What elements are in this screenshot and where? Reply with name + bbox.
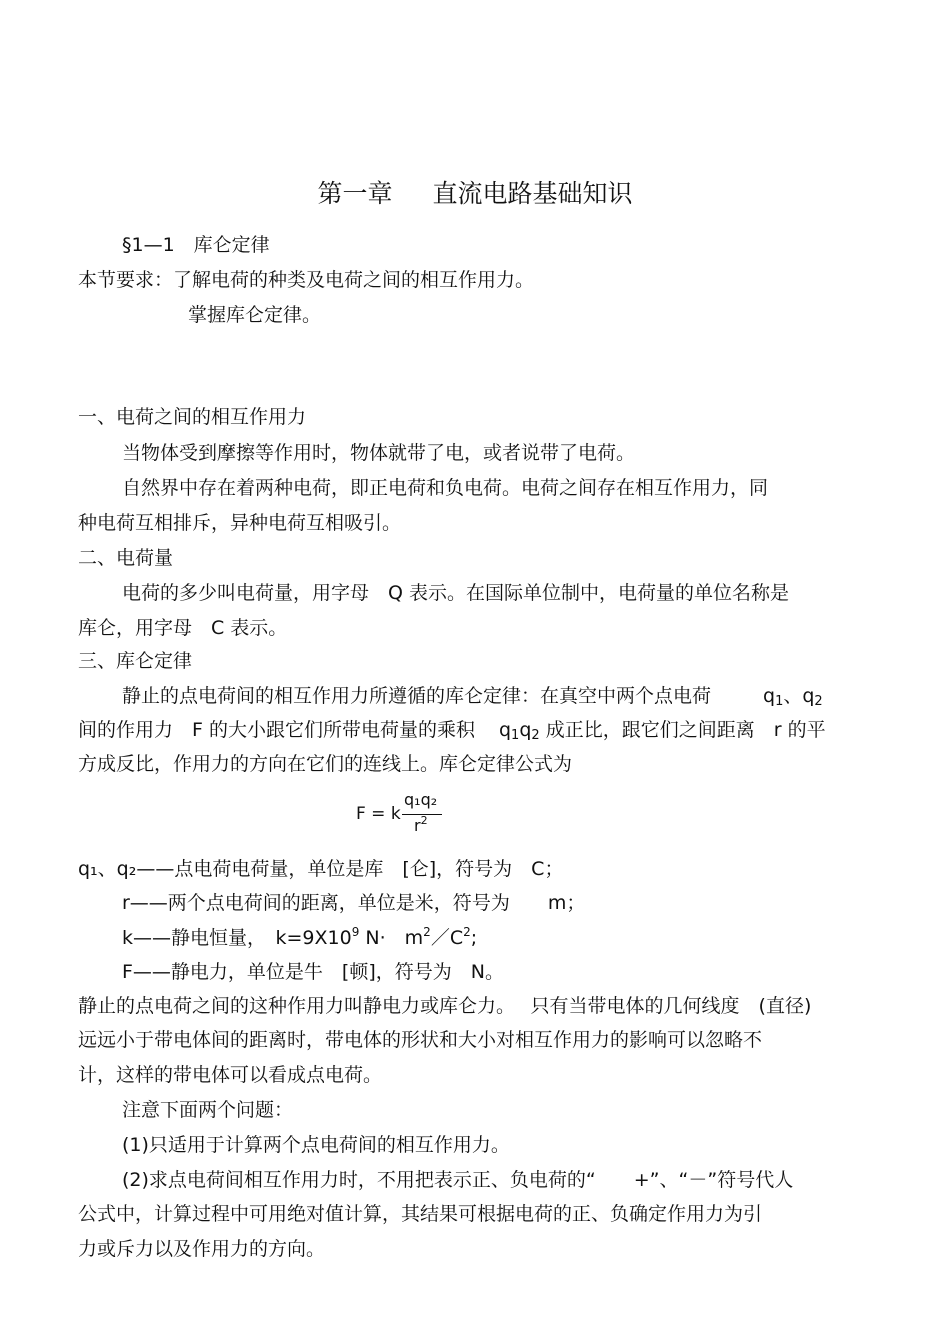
formula-lhs: F = k	[356, 804, 401, 824]
definition-k	[122, 926, 477, 952]
definition-k-exponent-3: 2	[463, 925, 471, 939]
requirement-item-2: 掌握库仑定律。	[188, 304, 322, 326]
part1-paragraph-1: 当物体受到摩擦等作用时，物体就带了电，或者说带了电荷。	[122, 442, 636, 464]
chapter-number: 第一章	[317, 179, 393, 208]
part2-paragraph-line-2: 库仑，用字母 C 表示。	[78, 617, 288, 639]
note-line-1: 静止的点电荷之间的这种作用力叫静电力或库仑力。 只有当带电体的几何线度 (直径)	[78, 995, 812, 1017]
part3-line-1-text: 静止的点电荷间的相互作用力所遵循的库仑定律：在真空中两个点电荷	[122, 685, 712, 707]
attention-item-2-line-3: 力或斥力以及作用力的方向。	[78, 1238, 326, 1260]
part3-paragraph-line-2: 间的作用力 F 的大小跟它们所带电荷量的乘积 q1q2 成正比，跟它们之间距离 r 的平	[78, 719, 826, 743]
requirements-label: 本节要求：	[78, 269, 174, 291]
attention-item-1: (1)只适用于计算两个点电荷间的相互作用力。	[122, 1134, 510, 1156]
heading-part-2: 二、电荷量	[78, 547, 174, 569]
definition-k-end: ;	[470, 927, 478, 949]
attention-item-2-line-2: 公式中，计算过程中可用绝对值计算，其结果可根据电荷的正、负确定作用力为引	[78, 1203, 763, 1225]
part3-paragraph-line-3: 方成反比，作用力的方向在它们的连线上。库仑定律公式为	[78, 753, 573, 775]
definition-q: q₁、q₂——点电荷电荷量，单位是库 [仑]，符号为 C；	[78, 858, 564, 880]
requirement-item-1: 了解电荷的种类及电荷之间的相互作用力。	[173, 269, 535, 291]
chapter-name: 直流电路基础知识	[432, 179, 633, 208]
part3-paragraph-line-1: 静止的点电荷间的相互作用力所遵循的库仑定律：在真空中两个点电荷 q1、q2	[122, 685, 823, 709]
part3-line-2-pre: 间的作用力 F 的大小跟它们所带电荷量的乘积	[78, 719, 475, 741]
attention-heading: 注意下面两个问题：	[122, 1099, 294, 1121]
definition-k-unit-1: N· m	[359, 927, 424, 949]
part1-paragraph-2-line-1: 自然界中存在着两种电荷，即正电荷和负电荷。电荷之间存在相互作用力，同	[122, 477, 769, 499]
definition-r: r——两个点电荷间的距离，单位是米，符号为 m；	[122, 892, 586, 914]
coulomb-formula	[356, 790, 476, 844]
formula-den-exponent: 2	[420, 814, 428, 827]
definition-k-unit-2: ／C	[430, 927, 464, 949]
requirements-line-1	[78, 268, 534, 292]
formula-denominator	[414, 816, 428, 835]
note-line-3: 计，这样的带电体可以看成点电荷。	[78, 1064, 383, 1086]
note-line-2: 远远小于带电体间的距离时，带电体的形状和大小对相互作用力的影响可以忽略不	[78, 1029, 763, 1051]
formula-den-base: r	[414, 816, 421, 835]
chapter-title	[0, 178, 950, 210]
heading-part-3: 三、库仑定律	[78, 650, 193, 672]
part3-line-2-post: 成正比，跟它们之间距离 r 的平	[545, 719, 826, 741]
definition-k-text: k——静电恒量， k=9X10	[122, 927, 352, 949]
part1-paragraph-2-line-2: 种电荷互相排斥，异种电荷互相吸引。	[78, 512, 402, 534]
section-heading: §1—1 库仑定律	[122, 234, 270, 256]
part2-paragraph-line-1: 电荷的多少叫电荷量，用字母 Q 表示。在国际单位制中，电荷量的单位名称是	[122, 582, 789, 604]
definition-k-exponent: 9	[351, 925, 360, 939]
formula-numerator: q₁q₂	[404, 790, 438, 809]
definition-f: F——静电力，单位是牛 [顿]，符号为 N。	[122, 961, 504, 983]
definition-k-exponent-2: 2	[423, 925, 431, 939]
heading-part-1: 一、电荷之间的相互作用力	[78, 406, 307, 428]
attention-item-2-line-1: (2)求点电荷间相互作用力时，不用把表示正、负电荷的“ +”、“－”符号代人	[122, 1169, 794, 1191]
